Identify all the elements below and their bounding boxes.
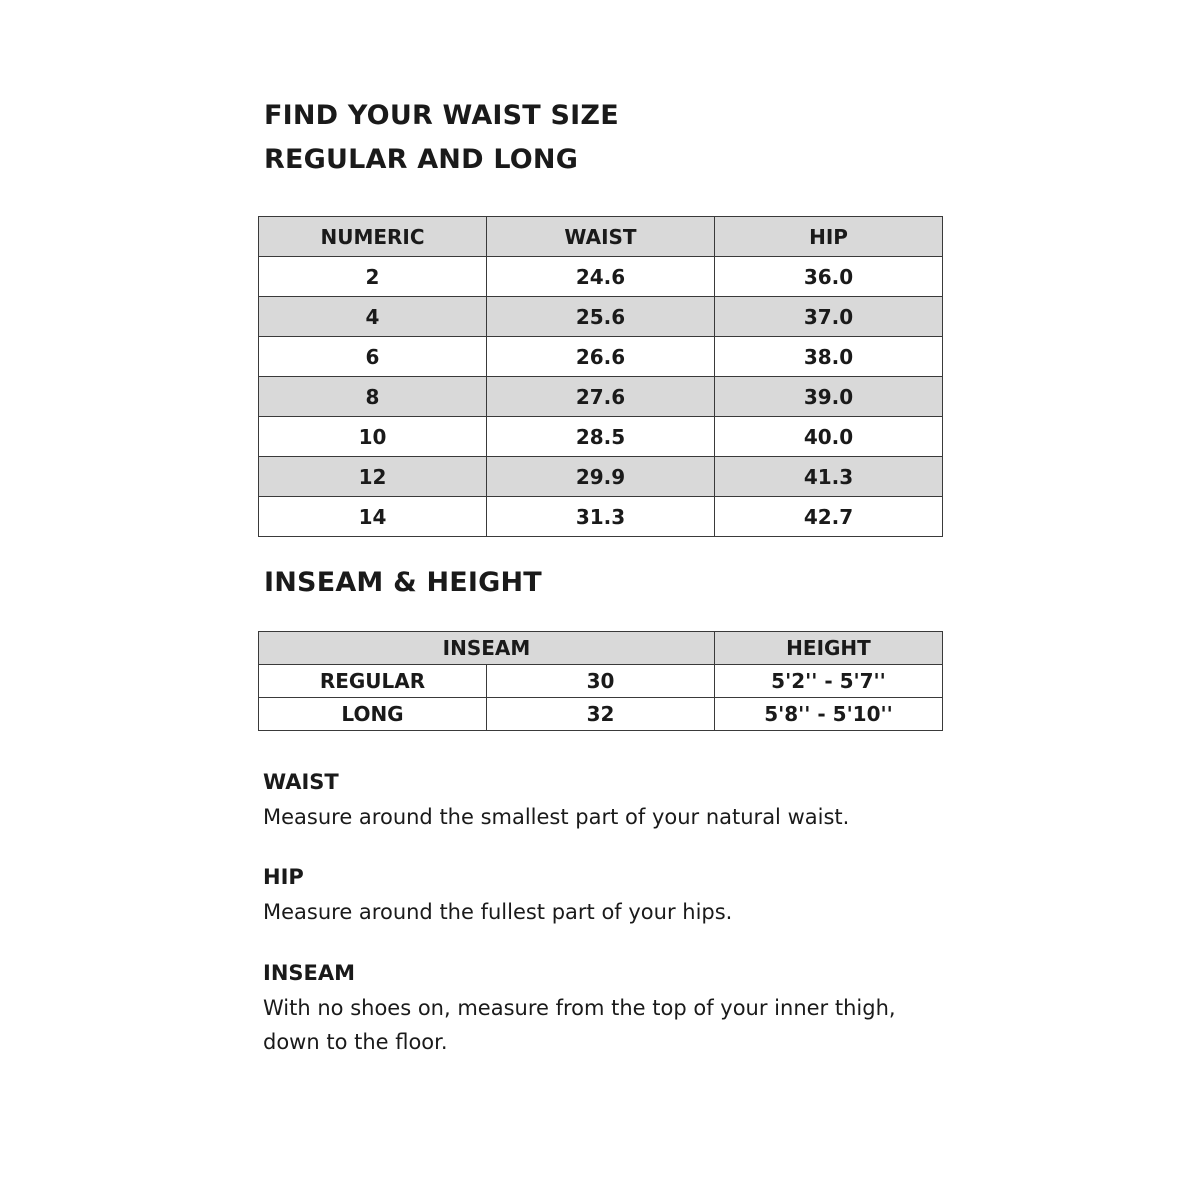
table-row xyxy=(259,297,943,337)
inseam-height-table xyxy=(258,631,943,731)
waist-size-table xyxy=(258,216,943,537)
column-header-inseam: INSEAM xyxy=(259,632,715,665)
table-row xyxy=(259,417,943,457)
hip-cell: 37.0 xyxy=(715,297,943,337)
hip-cell: 42.7 xyxy=(715,497,943,537)
table-row xyxy=(259,257,943,297)
numeric-cell: 14 xyxy=(259,497,487,537)
hip-cell: 38.0 xyxy=(715,337,943,377)
table-row xyxy=(259,665,943,698)
waist-definition-text: Measure around the smallest part of your natural waist. xyxy=(263,805,850,829)
table-header-row xyxy=(259,632,943,665)
inseam-definition-title: INSEAM xyxy=(263,961,356,985)
inseam-height-heading: INSEAM & HEIGHT xyxy=(264,567,542,598)
column-header-height: HEIGHT xyxy=(715,632,943,665)
table-row xyxy=(259,457,943,497)
column-header-waist: WAIST xyxy=(487,217,715,257)
table-row xyxy=(259,497,943,537)
inseam-definition-text: With no shoes on, measure from the top of your inner thigh, down to the floor. xyxy=(263,996,896,1054)
hip-cell: 41.3 xyxy=(715,457,943,497)
inseam-cell: 32 xyxy=(487,698,715,731)
inseam-cell: 30 xyxy=(487,665,715,698)
length-label-cell: LONG xyxy=(259,698,487,731)
waist-cell: 28.5 xyxy=(487,417,715,457)
hip-definition-title: HIP xyxy=(263,865,304,889)
hip-cell: 36.0 xyxy=(715,257,943,297)
table-row xyxy=(259,377,943,417)
hip-cell: 39.0 xyxy=(715,377,943,417)
numeric-cell: 10 xyxy=(259,417,487,457)
table-row xyxy=(259,698,943,731)
numeric-cell: 2 xyxy=(259,257,487,297)
numeric-cell: 6 xyxy=(259,337,487,377)
waist-cell: 27.6 xyxy=(487,377,715,417)
hip-definition-text: Measure around the fullest part of your hips. xyxy=(263,900,733,924)
column-header-numeric: NUMERIC xyxy=(259,217,487,257)
page-title: FIND YOUR WAIST SIZE xyxy=(264,100,619,131)
waist-cell: 25.6 xyxy=(487,297,715,337)
column-header-hip: HIP xyxy=(715,217,943,257)
waist-cell: 31.3 xyxy=(487,497,715,537)
table-row xyxy=(259,337,943,377)
waist-definition-title: WAIST xyxy=(263,770,339,794)
length-label-cell: REGULAR xyxy=(259,665,487,698)
waist-cell: 29.9 xyxy=(487,457,715,497)
table-header-row xyxy=(259,217,943,257)
height-cell: 5'2'' - 5'7'' xyxy=(715,665,943,698)
numeric-cell: 12 xyxy=(259,457,487,497)
numeric-cell: 4 xyxy=(259,297,487,337)
page-subtitle: REGULAR AND LONG xyxy=(264,144,579,175)
height-cell: 5'8'' - 5'10'' xyxy=(715,698,943,731)
waist-cell: 24.6 xyxy=(487,257,715,297)
numeric-cell: 8 xyxy=(259,377,487,417)
hip-cell: 40.0 xyxy=(715,417,943,457)
waist-cell: 26.6 xyxy=(487,337,715,377)
